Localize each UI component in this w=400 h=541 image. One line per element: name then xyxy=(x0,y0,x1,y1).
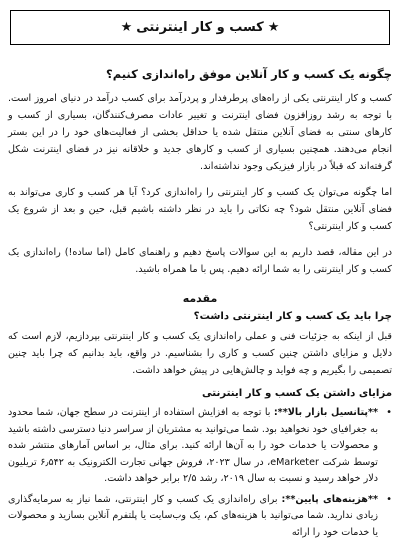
paragraph: قبل از اینکه به جزئیات فنی و عملی راه‌اندازی یک کسب و کار اینترنتی بپردازیم، لازم است که دلایل و مزایای داشتن چنین کسب و کاری را بشناسیم. در واقع، باید بدانیم که چرا باید چنین تصمیمی را بگیریم و چه فواید و چالش‌هایی در پیش خواهد داشت. xyxy=(8,328,392,379)
bullet-text: با توجه به افزایش استفاده از اینترنت در سطح جهان، شما محدود به جغرافیای خود نخواهید بود. شما می‌توانید به مشتریان از سراسر دنیا دسترسی داشته باشید و محصولات یا خدمات خود را به آن‌ها ارائه کنید. برای مثال، بر اساس آمارهای منتشر شده توسط شرکت eMarketer، در سال ۲۰۲۳، فروش جهانی تجارت الکترونیک به ۶٫۵۴۲ تریلیون دلار خواهد رسید و نسبت به سال ۲۰۱۹، رشد ۲/۵ برابر خواهد داشت. xyxy=(8,407,378,484)
bullet-icon: • xyxy=(386,492,392,509)
document-body xyxy=(8,67,392,541)
paragraph: کسب و کار اینترنتی یکی از راه‌های پرطرفدار و پردرآمد برای کسب درآمد در دنیای امروز است. با توجه به رشد روزافزون فضای اینترنت و تغییر عادات مصرف‌کنندگان، بسیاری از کسب و کارهای سنتی به فضای آنلاین منتقل شده یا حداقل بخشی از فعالیت‌های خود را در این بستر انجام می‌دهند. همچنین بسیاری از کسب و کارهای جدید و خلاقانه نیز در فضای اینترنت شکل گرفته‌اند که قبلاً در بازار فیزیکی وجود نداشته‌اند. xyxy=(8,90,392,175)
star-icon: ★ xyxy=(121,20,133,35)
document-title: کسب و کار اینترنتی xyxy=(136,20,264,35)
bullet-icon: • xyxy=(386,405,392,422)
sub-heading: چرا باید یک کسب و کار اینترنتی داشت؟ xyxy=(8,311,392,322)
section-heading: مقدمه xyxy=(8,292,392,305)
paragraph: اما چگونه می‌توان یک کسب و کار اینترنتی را راه‌اندازی کرد؟ آیا هر کسب و کاری می‌تواند به فضای آنلاین منتقل شود؟ چه نکاتی را باید در نظر داشته باشیم قبل، حین و بعد از شروع یک کسب و کار اینترنتی؟ xyxy=(8,184,392,235)
section-heading: چگونه یک کسب و کار آنلاین موفق راه‌اندازی کنیم؟ xyxy=(8,67,392,81)
bullet-text: برای راه‌اندازی یک کسب و کار اینترنتی، شما نیاز به سرمایه‌گذاری زیادی ندارید. شما می‌توانید با هزینه‌های کم، یک وب‌سایت یا پلتفرم آنلاین بسازید و محصولات یا خدمات خود را ارائه xyxy=(8,494,378,538)
paragraph: در این مقاله، قصد داریم به این سوالات پاسخ دهیم و راهنمای کامل (اما ساده!) راه‌اندازی یک کسب و کار اینترنتی را به شما ارائه دهیم. پس با ما همراه باشید. xyxy=(8,244,392,278)
sub-heading: مزایای داشتن یک کسب و کار اینترنتی xyxy=(8,388,392,399)
bullet-lead: **پتانسیل بازار بالا**: xyxy=(274,407,378,418)
star-icon: ★ xyxy=(268,20,280,35)
list-item xyxy=(8,405,392,488)
list-item xyxy=(8,492,392,541)
bullet-lead: **هزینه‌های پایین**: xyxy=(282,494,378,505)
bullet-list xyxy=(8,405,392,541)
title-box xyxy=(10,10,390,45)
